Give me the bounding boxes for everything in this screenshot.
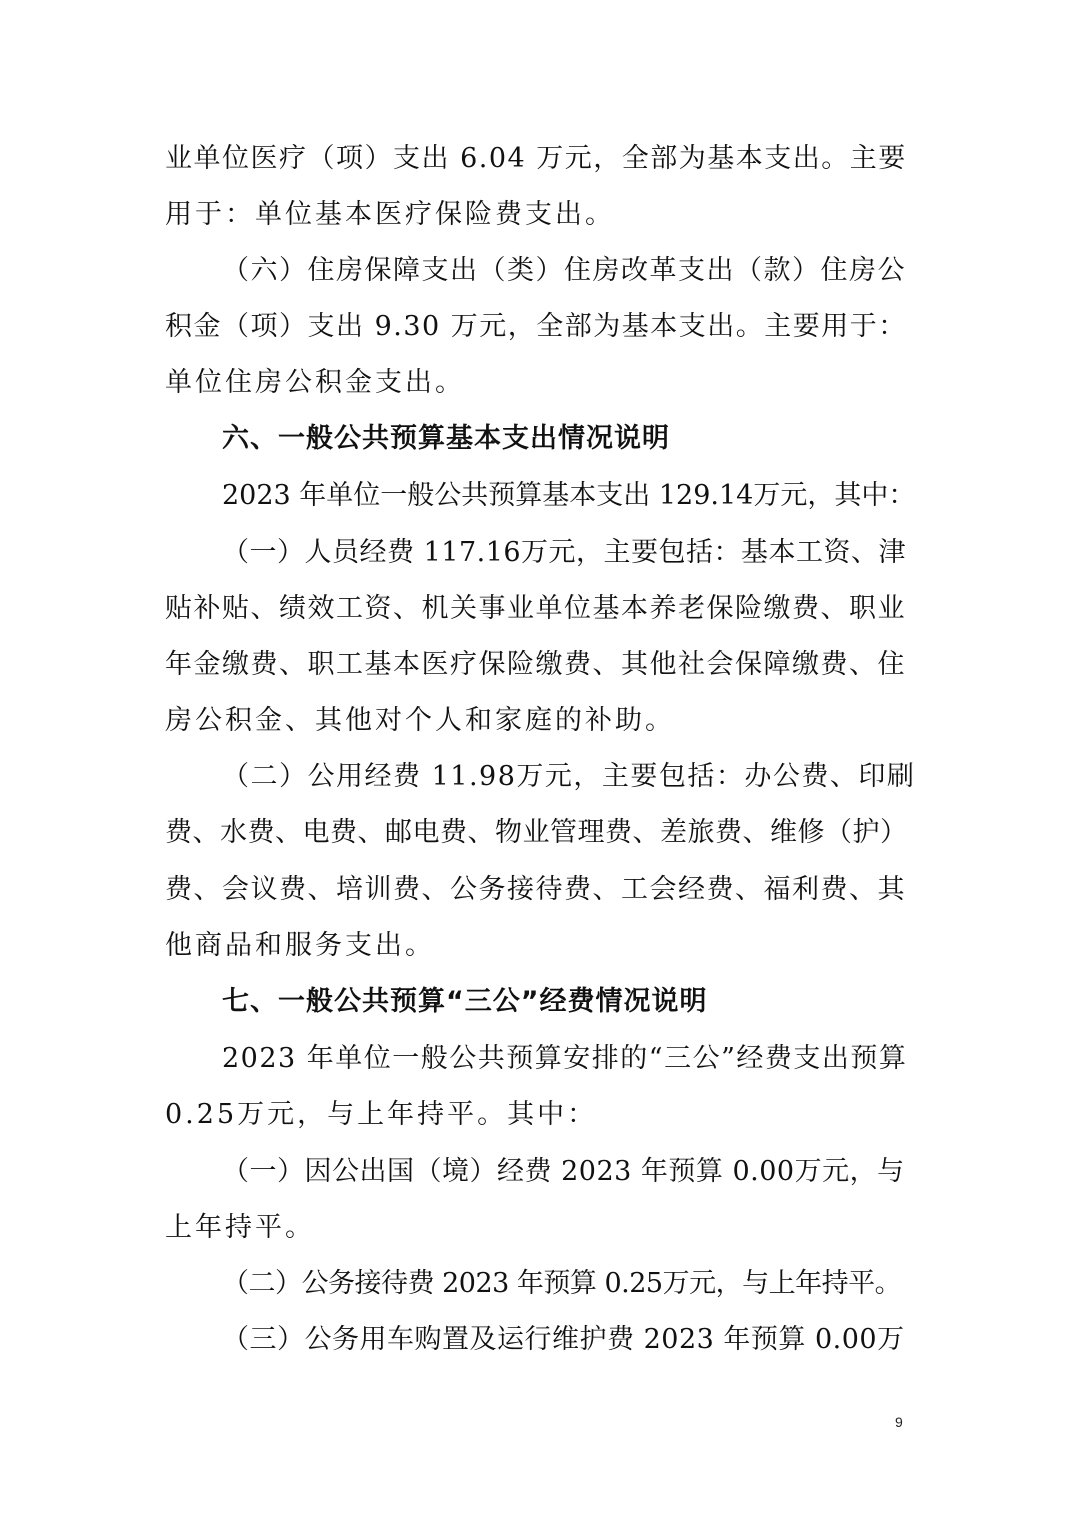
body-text-line: 房公积金、其他对个人和家庭的补助。	[165, 705, 675, 736]
section-heading-seven: 七、一般公共预算“三公”经费情况说明	[222, 986, 708, 1017]
body-text-line: 贴补贴、绩效工资、机关事业单位基本养老保险缴费、职业	[165, 593, 906, 624]
body-text-line: 用于：单位基本医疗保险费支出。	[165, 199, 615, 230]
paragraph-first-line: （三）公务用车购置及运行维护费 2023 年预算 0.00万	[222, 1324, 905, 1355]
paragraph-first-line: （二）公务接待费 2023 年预算 0.25万元，与上年持平。	[222, 1268, 902, 1299]
body-text-line: 费、水费、电费、邮电费、物业管理费、差旅费、维修（护）	[165, 817, 908, 848]
body-text-line: 上年持平。	[165, 1212, 315, 1243]
paragraph-first-line: 2023 年单位一般公共预算安排的“三公”经费支出预算	[222, 1043, 908, 1074]
paragraph-first-line: （一）因公出国（境）经费 2023 年预算 0.00万元，与	[222, 1156, 905, 1187]
body-text-line: 单位住房公积金支出。	[165, 367, 465, 398]
section-heading-six: 六、一般公共预算基本支出情况说明	[222, 423, 670, 454]
paragraph-first-line: （一）人员经费 117.16万元，主要包括：基本工资、津	[222, 537, 907, 568]
body-text-line: 他商品和服务支出。	[165, 930, 435, 961]
paragraph-first-line: 2023 年单位一般公共预算基本支出 129.14万元，其中：	[222, 480, 916, 511]
body-text-line: 年金缴费、职工基本医疗保险缴费、其他社会保障缴费、住	[165, 649, 906, 680]
page-number: 9	[895, 1414, 903, 1430]
body-text-line: 积金（项）支出 9.30 万元，全部为基本支出。主要用于：	[165, 311, 907, 342]
body-text-line: 0.25万元，与上年持平。其中：	[165, 1099, 598, 1130]
body-text-line: 费、会议费、培训费、公务接待费、工会经费、福利费、其	[165, 874, 906, 905]
paragraph-first-line: （二）公用经费 11.98万元，主要包括：办公费、印刷	[222, 761, 916, 792]
body-text-line: 业单位医疗（项）支出 6.04 万元，全部为基本支出。主要	[165, 143, 907, 174]
paragraph-first-line: （六）住房保障支出（类）住房改革支出（款）住房公	[222, 255, 906, 286]
